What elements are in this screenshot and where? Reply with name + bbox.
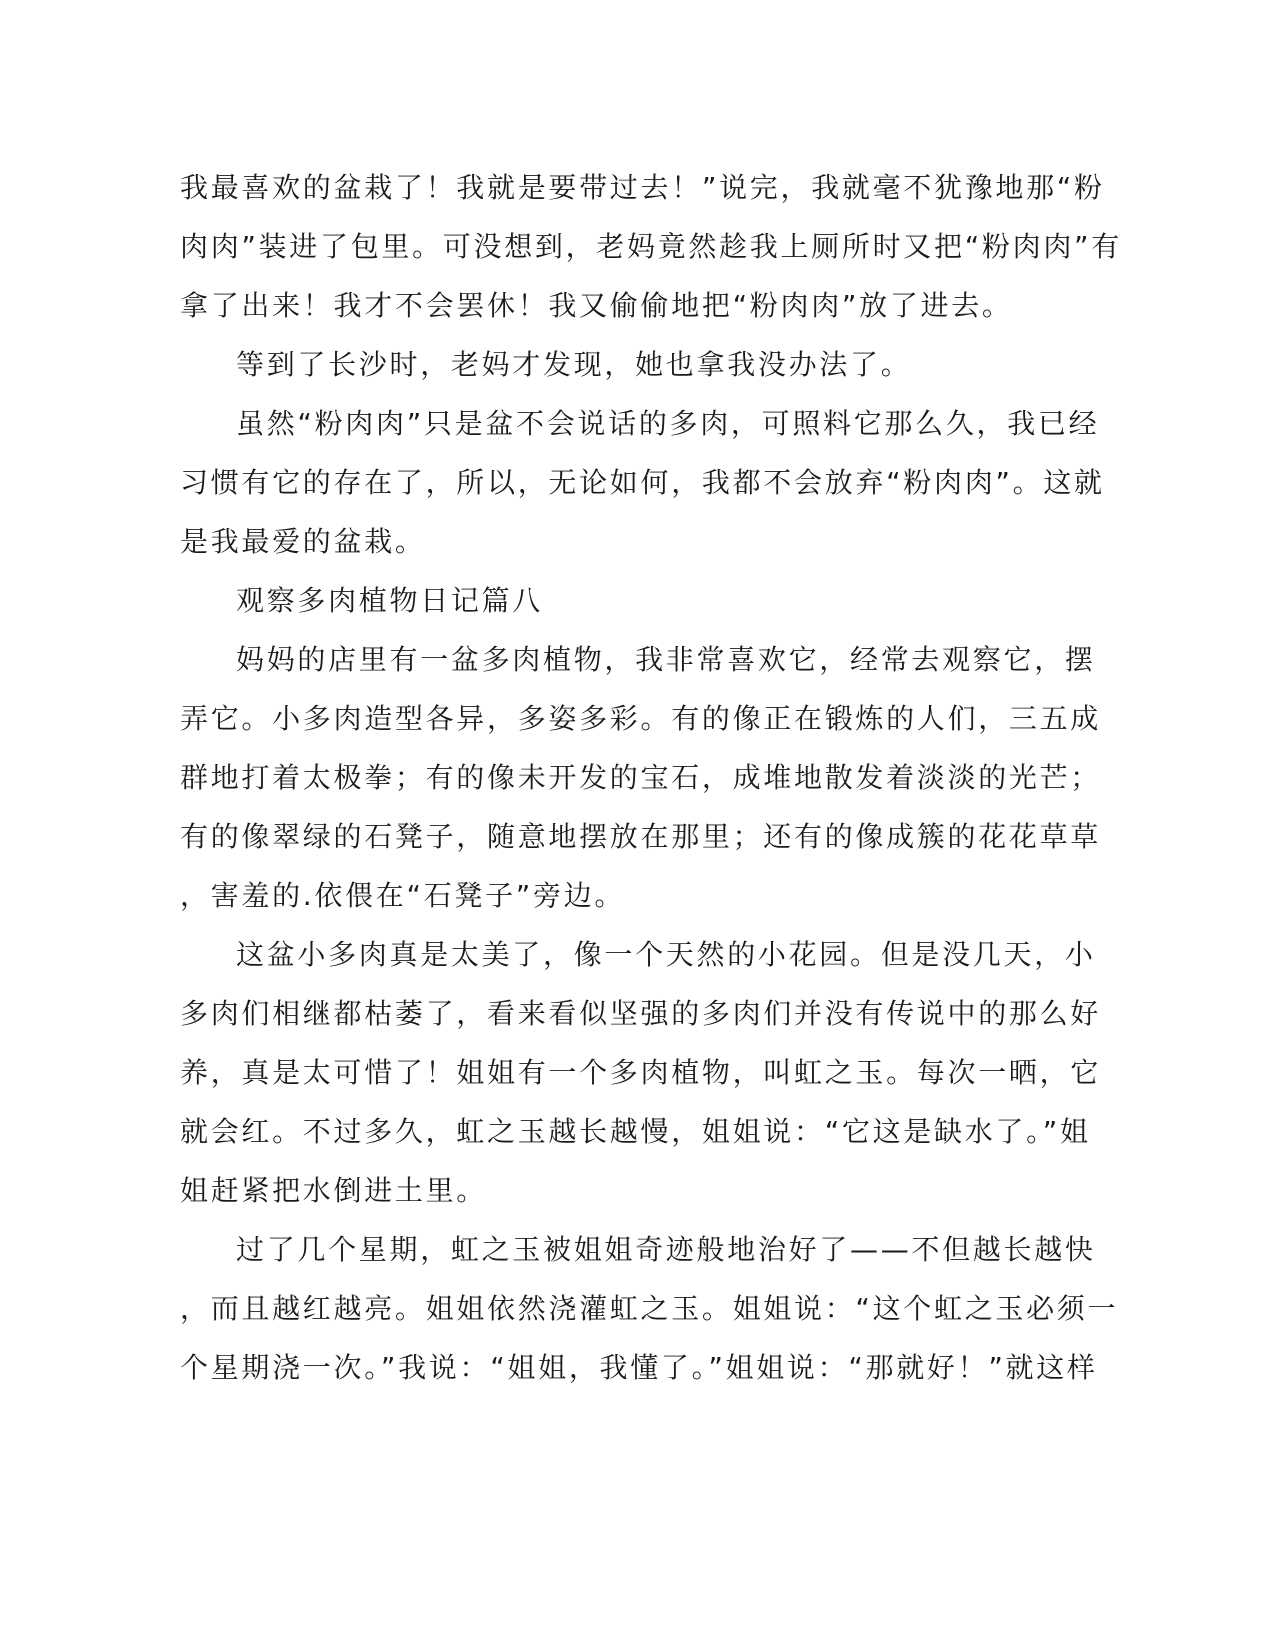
text-line: 多肉们相继都枯萎了，看来看似坚强的多肉们并没有传说中的那么好 xyxy=(180,997,1102,1030)
text-line: 妈妈的店里有一盆多肉植物，我非常喜欢它，经常去观察它，摆 xyxy=(236,643,1096,676)
text-line: 虽然“粉肉肉”只是盆不会说话的多肉，可照料它那么久，我已经 xyxy=(236,407,1100,440)
text-line: 过了几个星期，虹之玉被姐姐奇迹般地治好了——不但越长越快 xyxy=(236,1233,1096,1266)
text-line: 肉肉”装进了包里。可没想到，老妈竟然趁我上厕所时又把“粉肉肉”有 xyxy=(180,230,1122,263)
text-line: 习惯有它的存在了，所以，无论如何，我都不会放弃“粉肉肉”。这就 xyxy=(180,466,1105,499)
text-line: 拿了出来！我才不会罢休！我又偷偷地把“粉肉肉”放了进去。 xyxy=(180,289,1013,322)
paragraph-3 xyxy=(180,394,1105,571)
text-line: 养，真是太可惜了！姐姐有一个多肉植物，叫虹之玉。每次一晒，它 xyxy=(180,1056,1102,1089)
heading-text: 观察多肉植物日记篇八 xyxy=(236,584,544,617)
text-line: 个星期浇一次。”我说：“姐姐，我懂了。”姐姐说：“那就好！”就这样 xyxy=(180,1351,1098,1384)
text-line: 群地打着太极拳；有的像未开发的宝石，成堆地散发着淡淡的光芒； xyxy=(180,761,1102,794)
text-line: ，害羞的.依偎在“石凳子”旁边。 xyxy=(180,879,626,912)
section-heading xyxy=(180,571,1030,630)
paragraph-2 xyxy=(180,335,1030,394)
paragraph-5 xyxy=(180,925,1102,1220)
text-line: 有的像翠绿的石凳子，随意地摆放在那里；还有的像成簇的花花草草 xyxy=(180,820,1102,853)
text-line: 姐赶紧把水倒进土里。 xyxy=(180,1174,488,1207)
text-line: 我最喜欢的盆栽了！我就是要带过去！”说完，我就毫不犹豫地那“粉 xyxy=(180,171,1105,204)
text-line: 就会红。不过多久，虹之玉越长越慢，姐姐说：“它这是缺水了。”姐 xyxy=(180,1115,1091,1148)
paragraph-1 xyxy=(180,158,1122,335)
text-line: ，而且越红越亮。姐姐依然浇灌虹之玉。姐姐说：“这个虹之玉必须一 xyxy=(180,1292,1119,1325)
paragraph-6 xyxy=(180,1220,1119,1397)
text-line: 是我最爱的盆栽。 xyxy=(180,525,426,558)
text-line: 弄它。小多肉造型各异，多姿多彩。有的像正在锻炼的人们，三五成 xyxy=(180,702,1102,735)
document-body xyxy=(180,158,1122,1397)
text-line: 等到了长沙时，老妈才发现，她也拿我没办法了。 xyxy=(236,348,912,381)
paragraph-4 xyxy=(180,630,1102,925)
text-line: 这盆小多肉真是太美了，像一个天然的小花园。但是没几天，小 xyxy=(236,938,1096,971)
